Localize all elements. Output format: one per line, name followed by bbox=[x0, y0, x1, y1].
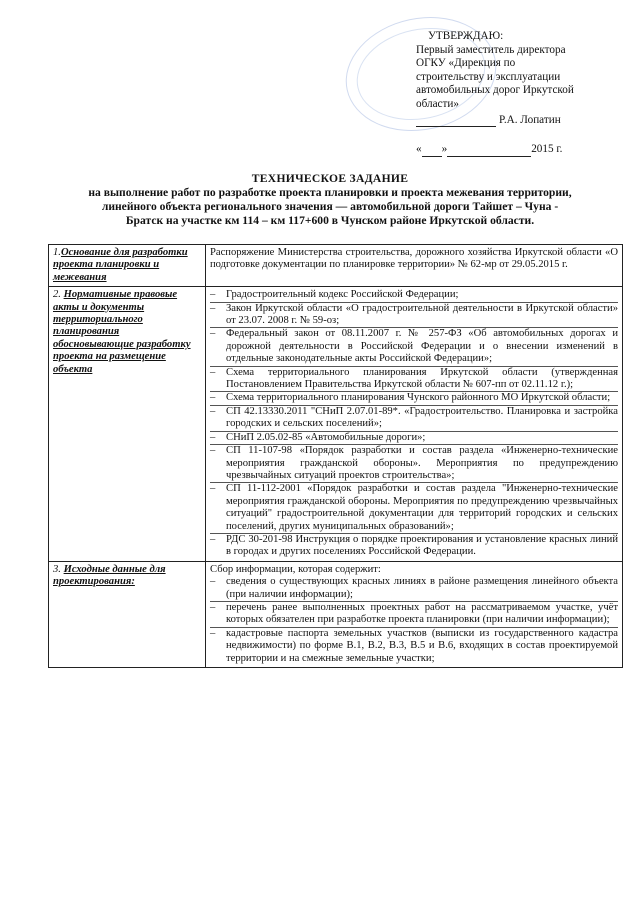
row-label-cell bbox=[49, 287, 206, 562]
date-line bbox=[416, 143, 616, 157]
date-year: 2015 г. bbox=[531, 143, 563, 156]
list-item: – Закон Иркутской области «О градостроительной деятельности в Иркутской области» от 23.07. 2008 г. № 59-оз; bbox=[210, 302, 618, 328]
title-line: ТЕХНИЧЕСКОЕ ЗАДАНИЕ bbox=[251, 172, 409, 185]
row-content-cell bbox=[206, 287, 623, 562]
row-intro: Сбор информации, которая содержит: bbox=[210, 563, 381, 575]
approval-line: ОГКУ «Дирекция по bbox=[416, 57, 516, 70]
title-line: на выполнение работ по разработке проекта планировки и проекта межевания территории, bbox=[88, 186, 572, 199]
list-item: – Схема территориального планирования Чунского районного МО Иркутской области; bbox=[210, 391, 618, 404]
list-item: – РДС 30-201-98 Инструкция о порядке проектирования и установление красных линий в городах и других поселениях Российской Федерации. bbox=[210, 533, 618, 559]
list-item: – кадастровые паспорта земельных участков (выписки из государственного кадастра недвижимости) по форме В.1, В.2, В.3, В.5 и В.6, входящих в состав проектируемой территории и на смежные земельные участки; bbox=[210, 627, 618, 665]
row-text: Распоряжение Министерства строительства, дорожного хозяйства Иркутской области «О подготовке документации по планировке территории» № 62-мр от 29.05.2015 г. bbox=[210, 247, 618, 271]
table-row bbox=[49, 287, 623, 562]
list-item: – перечень ранее выполненных проектных работ на рассматриваемом участке, учёт которых обязателен при разработке проекта планировки (при наличии информации); bbox=[210, 601, 618, 627]
list-item: – СНиП 2.05.02-85 «Автомобильные дороги»; bbox=[210, 431, 618, 444]
row-content-cell bbox=[206, 245, 623, 287]
date-quote-open: « bbox=[416, 143, 422, 156]
signature-line bbox=[416, 114, 616, 128]
approval-line: строительству и эксплуатации bbox=[416, 70, 561, 83]
signature-blank bbox=[416, 115, 496, 127]
source-data-list bbox=[210, 576, 618, 665]
month-blank bbox=[447, 145, 531, 157]
title-line: Братск на участке км 114 – км 117+600 в Чунском районе Иркутской области. bbox=[125, 214, 535, 227]
list-item: – Схема территориального планирования Иркутской области (утвержденная Постановлением Правительства Иркутской области № 607-пп от 02.11.12 г.); bbox=[210, 366, 618, 392]
date-quote-close: » bbox=[441, 143, 448, 156]
list-item: – сведения о существующих красных линиях в районе размещения линейного объекта (при наличии информации); bbox=[210, 576, 618, 601]
approval-line: автомобильных дорог Иркутской bbox=[416, 84, 574, 97]
table-row bbox=[49, 561, 623, 667]
row-label-cell bbox=[49, 245, 206, 287]
row-content-cell bbox=[206, 561, 623, 667]
row-label: Нормативные правовые акты и документы территориального планирования обосновывающие разработку проекта на размещение объекта bbox=[53, 289, 191, 375]
row-label: Исходные данные для проектирования: bbox=[53, 563, 166, 588]
list-item: – СП 11-107-98 «Порядок разработки и состав раздела «Инженерно-технические мероприятия гражданской обороны». Мероприятия по предупреждению чрезвычайных ситуаций проектов строительства»; bbox=[210, 444, 618, 482]
row-number: 3. bbox=[53, 563, 64, 575]
list-item: – СП 42.13330.2011 "СНиП 2.07.01-89*. «Градостроительство. Планировка и застройка городских и сельских поселений»; bbox=[210, 405, 618, 431]
row-label-cell bbox=[49, 561, 206, 667]
specification-table bbox=[48, 244, 623, 668]
row-label: Основание для разработки проекта планировки и межевания bbox=[53, 247, 188, 283]
document-title bbox=[40, 172, 620, 228]
row-number: 2. bbox=[53, 289, 64, 301]
list-item: – Федеральный закон от 08.11.2007 г. № 257-ФЗ «Об автомобильных дорогах и дорожной деятельности в Российской Федерации и о внесении изменений в отдельные законодательные акты Российской Федерации»; bbox=[210, 327, 618, 365]
list-item: – Градостроительный кодекс Российской Федерации; bbox=[210, 289, 618, 301]
row-number: 1. bbox=[53, 247, 61, 258]
approval-heading: УТВЕРЖДАЮ: bbox=[428, 30, 504, 42]
day-blank bbox=[422, 145, 442, 157]
title-line: линейного объекта регионального значения — автомобильной дороги Тайшет – Чуна - bbox=[101, 200, 559, 213]
approval-line: области» bbox=[416, 97, 459, 110]
list-item: – СП 11-112-2001 «Порядок разработки и состав раздела "Инженерно-технические мероприятия гражданской обороны. Мероприятия по предупреждению чрезвычайных ситуаций" градостроительной документации для территорий городских и сельских поселений, других муниципальных образований»; bbox=[210, 482, 618, 533]
table-row bbox=[49, 245, 623, 287]
signer-name: Р.А. Лопатин bbox=[499, 113, 561, 126]
approval-block bbox=[416, 30, 616, 157]
approval-line: Первый заместитель директора bbox=[416, 43, 566, 56]
document-list bbox=[210, 289, 618, 559]
